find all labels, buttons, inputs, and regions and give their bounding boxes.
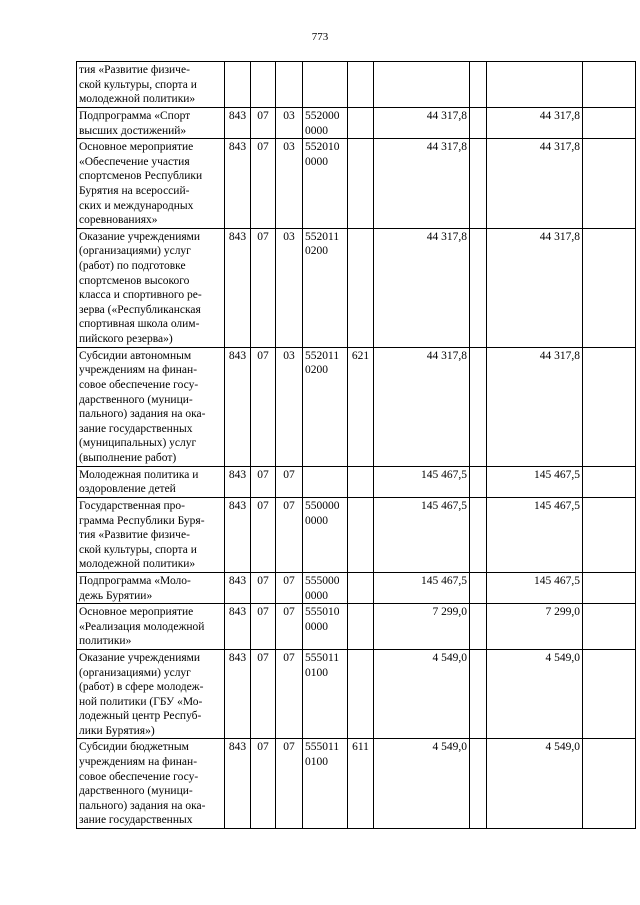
item-name-cell: Молодежная политика и оздоровление детей	[77, 466, 225, 497]
subsection-code-cell: 03	[276, 139, 303, 229]
target-article-cell: 552011 0200	[303, 347, 348, 466]
expense-type-cell	[348, 108, 374, 139]
amount-cell: 44 317,8	[374, 347, 470, 466]
empty-cell	[583, 739, 636, 829]
total-cell: 4 549,0	[487, 649, 583, 739]
table-row	[77, 347, 636, 466]
target-article-cell: 555000 0000	[303, 572, 348, 603]
table-row	[77, 604, 636, 650]
target-article-cell: 555011 0100	[303, 649, 348, 739]
section-code-cell: 07	[251, 466, 276, 497]
page-number: 773	[311, 31, 329, 43]
section-code-cell: 07	[251, 604, 276, 650]
table-row	[77, 739, 636, 829]
empty-cell	[470, 739, 487, 829]
subsection-code-cell: 07	[276, 649, 303, 739]
amount-cell: 145 467,5	[374, 572, 470, 603]
section-code-cell: 07	[251, 347, 276, 466]
empty-cell	[583, 604, 636, 650]
expense-type-cell	[348, 649, 374, 739]
table-row	[77, 466, 636, 497]
empty-cell	[583, 108, 636, 139]
empty-cell	[583, 228, 636, 347]
subsection-code-cell: 03	[276, 347, 303, 466]
ministry-code-cell: 843	[225, 108, 251, 139]
total-cell: 4 549,0	[487, 739, 583, 829]
target-article-cell	[303, 466, 348, 497]
item-name-cell: тия «Развитие физиче- ской культуры, спорта и молодежной политики»	[77, 62, 225, 108]
section-code-cell: 07	[251, 228, 276, 347]
subsection-code-cell: 07	[276, 497, 303, 572]
total-cell: 44 317,8	[487, 108, 583, 139]
empty-cell	[470, 604, 487, 650]
expense-type-cell	[348, 497, 374, 572]
target-article-cell: 552010 0000	[303, 139, 348, 229]
table-row	[77, 228, 636, 347]
section-code-cell: 07	[251, 649, 276, 739]
section-code-cell: 07	[251, 139, 276, 229]
expense-type-cell	[348, 572, 374, 603]
section-code-cell	[251, 62, 276, 108]
item-name-cell: Подпрограмма «Спорт высших достижений»	[77, 108, 225, 139]
item-name-cell: Основное мероприятие «Реализация молодежной политики»	[77, 604, 225, 650]
target-article-cell	[303, 62, 348, 108]
empty-cell	[583, 139, 636, 229]
ministry-code-cell: 843	[225, 649, 251, 739]
ministry-code-cell: 843	[225, 497, 251, 572]
item-name-cell: Оказание учреждениями (организациями) услуг (работ) по подготовке спортсменов высокого класса и спортивного ре- зерва («Республиканская спортивная школа олим- пийского резерва»)	[77, 228, 225, 347]
subsection-code-cell	[276, 62, 303, 108]
empty-cell	[583, 497, 636, 572]
item-name-cell: Подпрограмма «Моло- дежь Бурятии»	[77, 572, 225, 603]
ministry-code-cell: 843	[225, 139, 251, 229]
section-code-cell: 07	[251, 739, 276, 829]
total-cell: 44 317,8	[487, 139, 583, 229]
total-cell: 145 467,5	[487, 497, 583, 572]
ministry-code-cell: 843	[225, 739, 251, 829]
target-article-cell: 550000 0000	[303, 497, 348, 572]
expense-type-cell	[348, 139, 374, 229]
amount-cell: 44 317,8	[374, 228, 470, 347]
empty-cell	[470, 108, 487, 139]
subsection-code-cell: 07	[276, 739, 303, 829]
empty-cell	[470, 139, 487, 229]
subsection-code-cell: 07	[276, 604, 303, 650]
expense-type-cell: 621	[348, 347, 374, 466]
target-article-cell: 552000 0000	[303, 108, 348, 139]
section-code-cell: 07	[251, 108, 276, 139]
item-name-cell: Субсидии бюджетным учреждениям на финан- совое обеспечение госу- дарственного (муници- пального) задания на ока- зание государственных	[77, 739, 225, 829]
ministry-code-cell: 843	[225, 347, 251, 466]
empty-cell	[470, 466, 487, 497]
target-article-cell: 555010 0000	[303, 604, 348, 650]
total-cell	[487, 62, 583, 108]
amount-cell	[374, 62, 470, 108]
total-cell: 145 467,5	[487, 466, 583, 497]
expense-type-cell	[348, 228, 374, 347]
table-row	[77, 62, 636, 108]
expense-type-cell: 611	[348, 739, 374, 829]
empty-cell	[583, 62, 636, 108]
amount-cell: 7 299,0	[374, 604, 470, 650]
table-row	[77, 572, 636, 603]
total-cell: 145 467,5	[487, 572, 583, 603]
item-name-cell: Оказание учреждениями (организациями) услуг (работ) в сфере молодеж- ной политики (ГБУ «Мо- лодежный центр Респуб- лики Бурятия»)	[77, 649, 225, 739]
expense-type-cell	[348, 604, 374, 650]
empty-cell	[583, 347, 636, 466]
empty-cell	[470, 62, 487, 108]
amount-cell: 4 549,0	[374, 649, 470, 739]
section-code-cell: 07	[251, 497, 276, 572]
empty-cell	[470, 572, 487, 603]
empty-cell	[470, 497, 487, 572]
ministry-code-cell: 843	[225, 466, 251, 497]
target-article-cell: 555011 0100	[303, 739, 348, 829]
ministry-code-cell: 843	[225, 228, 251, 347]
subsection-code-cell: 07	[276, 466, 303, 497]
total-cell: 44 317,8	[487, 347, 583, 466]
empty-cell	[583, 572, 636, 603]
table-row	[77, 497, 636, 572]
table-row	[77, 649, 636, 739]
subsection-code-cell: 03	[276, 108, 303, 139]
ministry-code-cell: 843	[225, 572, 251, 603]
target-article-cell: 552011 0200	[303, 228, 348, 347]
item-name-cell: Государственная про- грамма Республики Буря- тия «Развитие физиче- ской культуры, спорта и молодежной политики»	[77, 497, 225, 572]
amount-cell: 145 467,5	[374, 497, 470, 572]
total-cell: 7 299,0	[487, 604, 583, 650]
section-code-cell: 07	[251, 572, 276, 603]
subsection-code-cell: 07	[276, 572, 303, 603]
amount-cell: 44 317,8	[374, 108, 470, 139]
empty-cell	[470, 347, 487, 466]
item-name-cell: Субсидии автономным учреждениям на финан- совое обеспечение госу- дарственного (муници- пального) задания на ока- зание государственных (муниципальных) услуг (выполнение работ)	[77, 347, 225, 466]
budget-table	[76, 61, 636, 829]
total-cell: 44 317,8	[487, 228, 583, 347]
amount-cell: 145 467,5	[374, 466, 470, 497]
amount-cell: 4 549,0	[374, 739, 470, 829]
ministry-code-cell: 843	[225, 604, 251, 650]
empty-cell	[470, 649, 487, 739]
table-row	[77, 139, 636, 229]
empty-cell	[583, 649, 636, 739]
subsection-code-cell: 03	[276, 228, 303, 347]
empty-cell	[583, 466, 636, 497]
ministry-code-cell	[225, 62, 251, 108]
table-row	[77, 108, 636, 139]
table-body	[77, 62, 636, 829]
empty-cell	[470, 228, 487, 347]
amount-cell: 44 317,8	[374, 139, 470, 229]
expense-type-cell	[348, 466, 374, 497]
expense-type-cell	[348, 62, 374, 108]
item-name-cell: Основное мероприятие «Обеспечение участия спортсменов Республики Бурятия на всероссий- ских и международных соревнованиях»	[77, 139, 225, 229]
